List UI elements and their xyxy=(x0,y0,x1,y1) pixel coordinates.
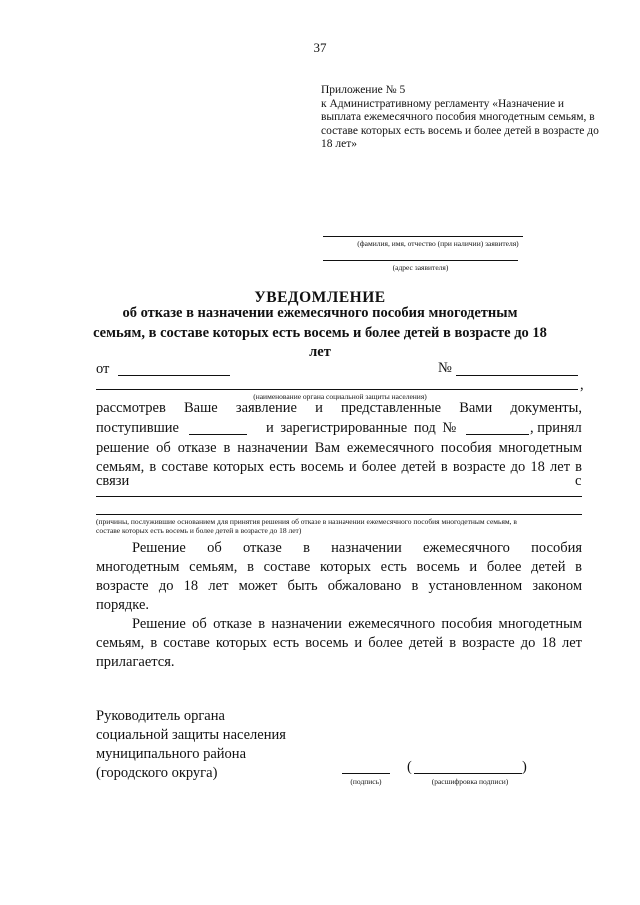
paren-close: ) xyxy=(522,759,527,775)
applicant-name-caption: (фамилия, имя, отчество (при наличии) заявителя) xyxy=(357,239,519,248)
body-line: Решение об отказе в назначении ежемесячного пособия многодетным xyxy=(132,616,582,632)
appendix-reference xyxy=(321,84,601,152)
signature-title-line: социальной защиты населения xyxy=(96,727,286,743)
number-label: № xyxy=(438,360,452,376)
body-text: связи xyxy=(96,473,130,489)
signature-decoding-caption: (расшифровка подписи) xyxy=(431,777,509,786)
appendix-line: выплата ежемесячного пособия многодетным семьям, в xyxy=(321,111,595,124)
body-line: прилагается. xyxy=(96,654,175,670)
body-line: многодетным семьям, в составе которых есть восемь и более детей в xyxy=(96,559,582,575)
signature-title xyxy=(96,707,286,783)
signature-caption: (подпись) xyxy=(350,777,382,786)
notice-subtitle-line: лет xyxy=(309,344,331,360)
page-number: 37 xyxy=(313,40,327,55)
notice-title: УВЕДОМЛЕНИЕ xyxy=(254,289,386,306)
authority-field-line xyxy=(96,389,578,390)
applicant-address-line xyxy=(323,260,518,261)
reasons-field-line xyxy=(96,514,582,515)
applicant-name-line xyxy=(323,236,523,237)
body-text: с xyxy=(575,473,582,489)
received-date-line xyxy=(189,434,247,435)
appendix-line: составе которых есть восемь и более детей в возрасте до xyxy=(321,124,599,137)
body-line: семьям, в составе которых есть восемь и более детей в возрасте до 18 лет в xyxy=(96,459,582,475)
body-line: семьям, в составе которых есть восемь и более детей в возрасте до 18 лет xyxy=(96,635,582,651)
signature-decoding-field-line xyxy=(414,773,522,774)
signature-title-line: муниципального района xyxy=(96,746,246,762)
registration-number-line xyxy=(466,434,529,435)
authority-comma: , xyxy=(580,377,584,393)
authority-caption: (наименование органа социальной защиты населения) xyxy=(253,392,427,401)
signature-title-line: Руководитель органа xyxy=(96,708,225,724)
reasons-caption: (причины, послужившие основанием для принятия решения об отказе в назначении ежемесячного пособия многодетным семьям, в xyxy=(96,517,517,526)
body-text: , принял xyxy=(530,420,582,436)
notice-subtitle-line: об отказе в назначении ежемесячного пособия многодетным xyxy=(122,305,518,321)
date-field-line xyxy=(118,375,230,376)
body-line: рассмотрев Ваше заявление и представленные Вами документы, xyxy=(96,400,582,416)
paren-open: ( xyxy=(407,759,412,775)
applicant-address-caption: (адрес заявителя) xyxy=(392,263,449,272)
appendix-line: к Административному регламенту «Назначение и xyxy=(321,97,565,110)
number-field-line xyxy=(456,375,578,376)
appendix-line: Приложение № 5 xyxy=(321,84,406,96)
body-text: поступившие xyxy=(96,420,179,436)
appendix-line: 18 лет» xyxy=(321,138,357,151)
notice-subtitle-line: семьям, в составе которых есть восемь и более детей в возрасте до 18 xyxy=(93,325,547,341)
body-line: решение об отказе в назначении Вам ежемесячного пособия многодетным xyxy=(96,440,582,456)
body-text: и зарегистрированные под № xyxy=(266,420,457,436)
signature-field-line xyxy=(342,773,390,774)
body-line: возрасте до 18 лет может быть обжаловано в установленном законом xyxy=(96,578,582,594)
from-label: от xyxy=(96,361,110,377)
body-line: Решение об отказе в назначении ежемесячного пособия xyxy=(132,540,582,556)
body-line: порядке. xyxy=(96,597,150,613)
signature-title-line: (городского округа) xyxy=(96,765,218,781)
reasons-field-line xyxy=(96,496,582,497)
reasons-caption: составе которых есть восемь и более детей в возрасте до 18 лет) xyxy=(96,526,302,535)
